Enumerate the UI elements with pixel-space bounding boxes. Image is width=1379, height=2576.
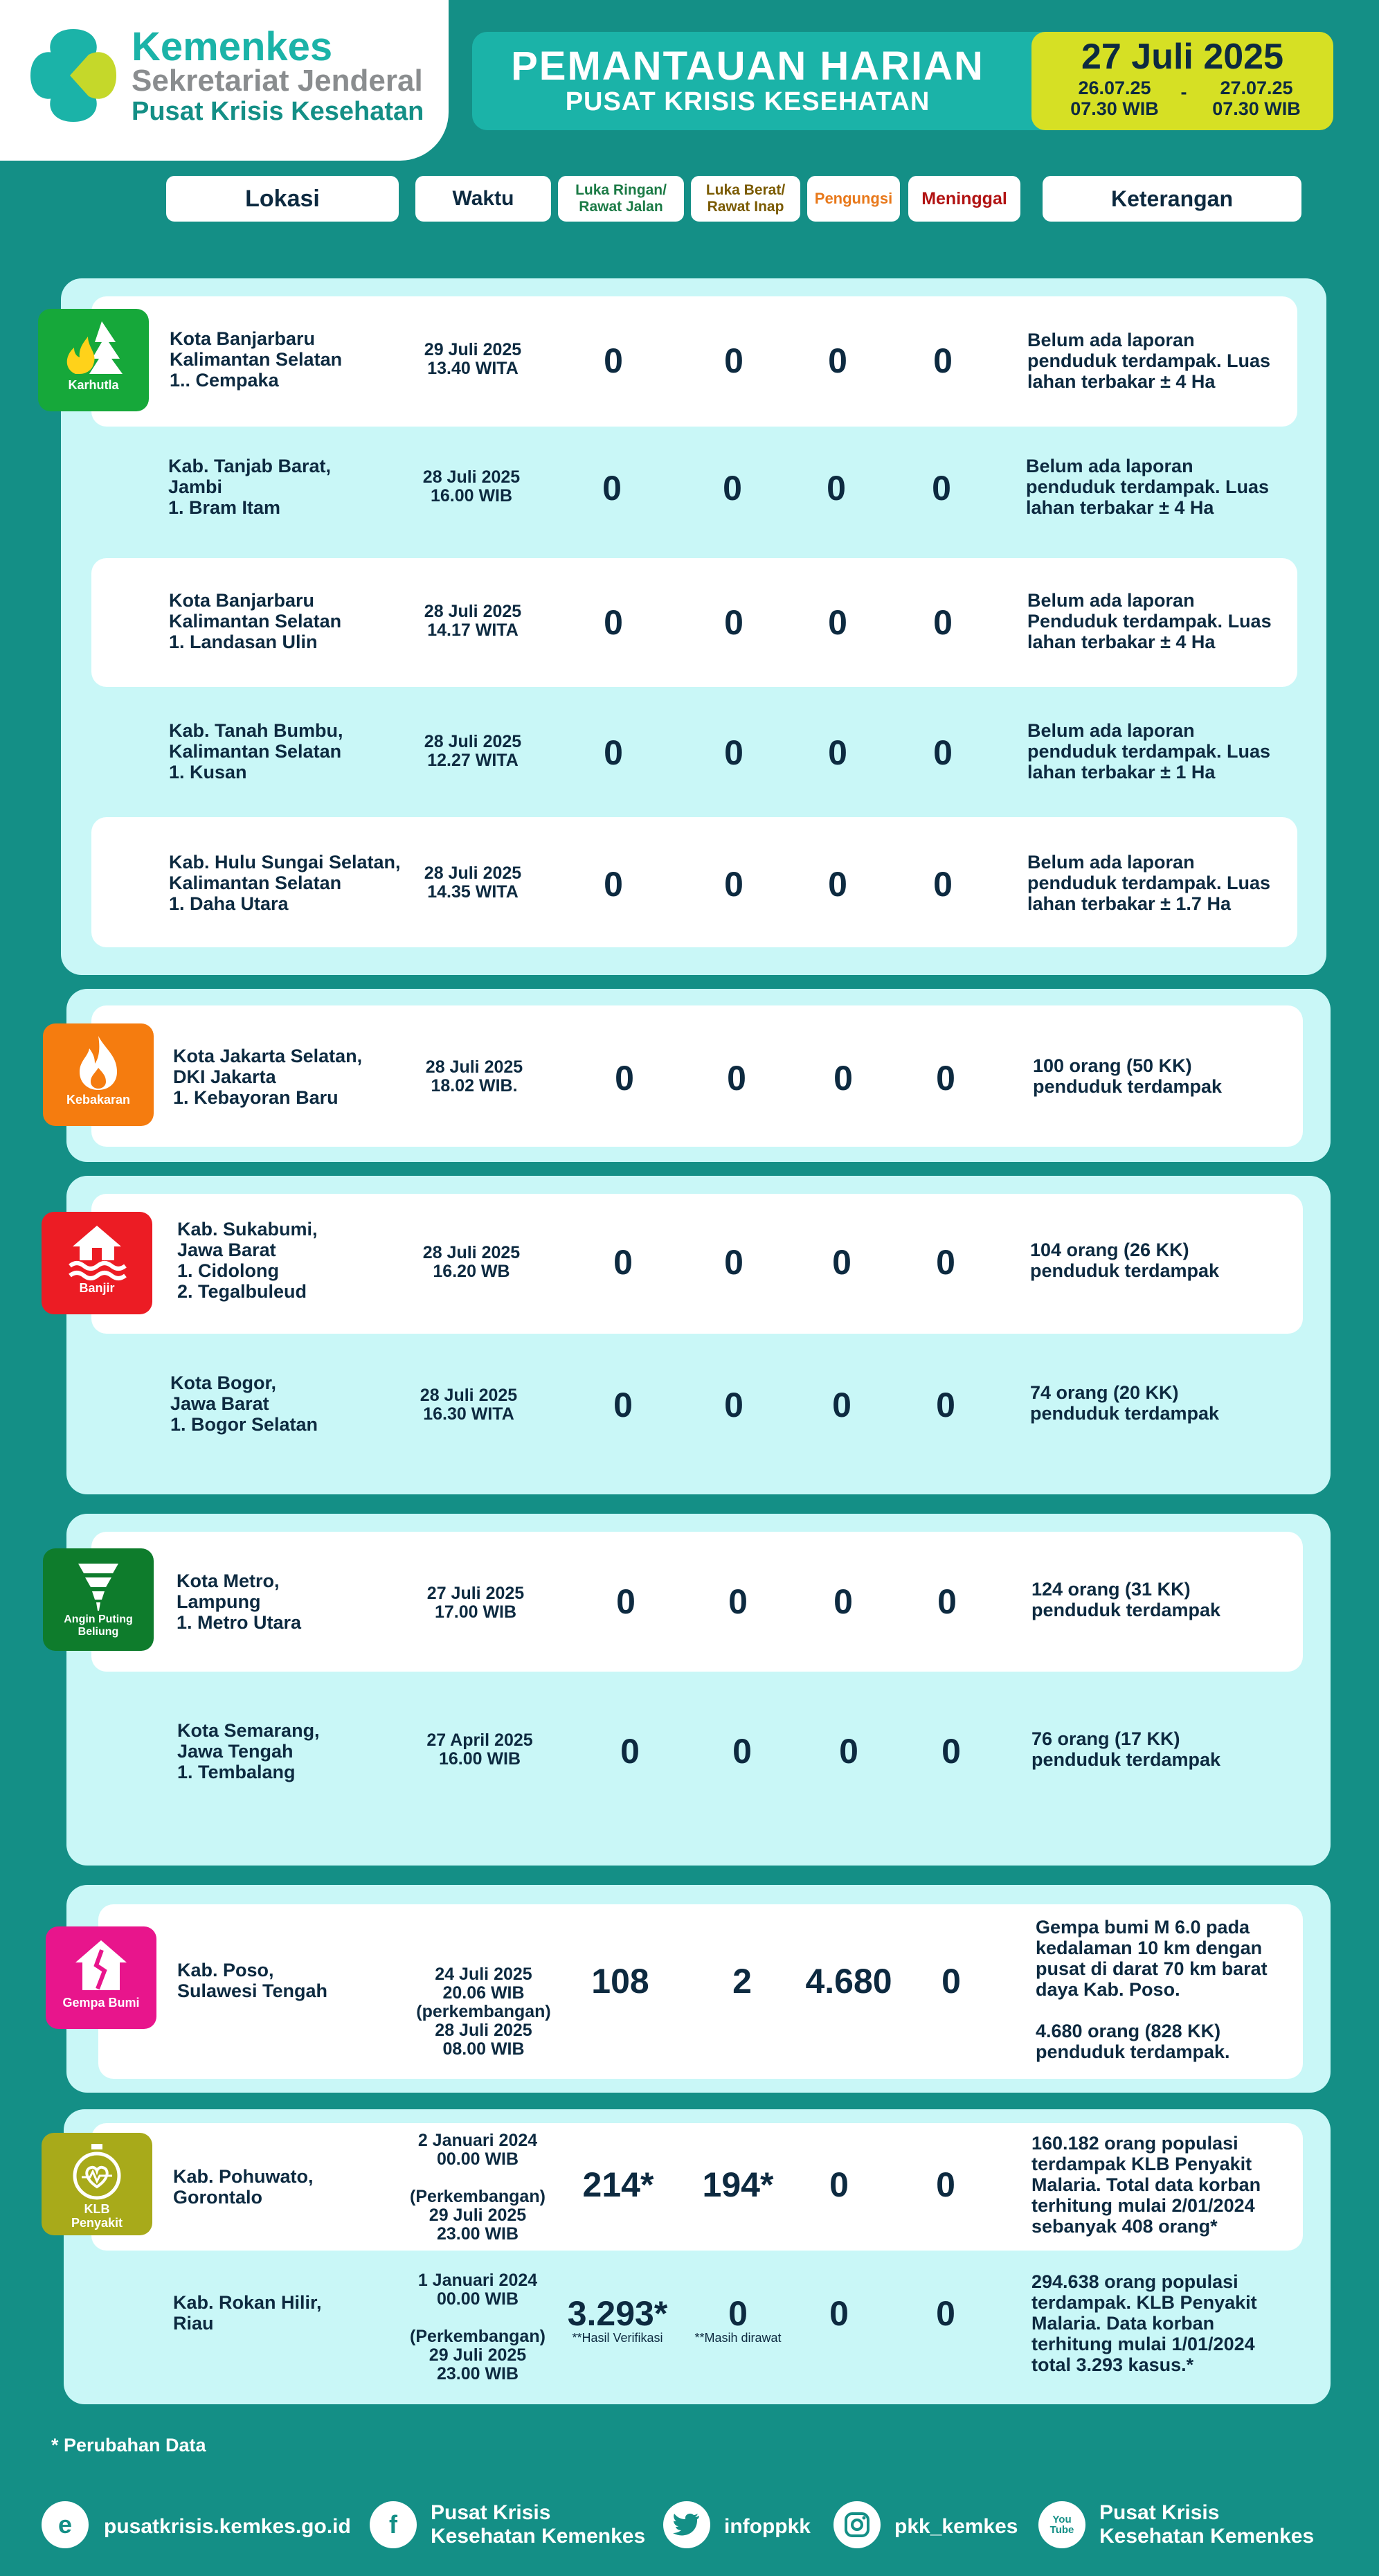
youtube-icon[interactable]: You Tube — [1038, 2501, 1085, 2548]
report-date: 27 Juli 2025 — [1081, 37, 1283, 77]
earthquake-house-icon — [71, 1936, 131, 1996]
event-meninggal: 0 — [936, 2294, 955, 2333]
tornado-icon — [74, 1558, 123, 1613]
event-lokasi: Kab. Hulu Sungai Selatan, Kalimantan Selatan 1. Daha Utara — [169, 852, 401, 914]
event-luka-berat: 0 — [728, 2294, 748, 2333]
kemenkes-logo-icon — [25, 24, 122, 127]
event-waktu: 29 Juli 2025 13.40 WITA — [424, 340, 522, 378]
column-header-lokasi: Lokasi — [166, 176, 399, 222]
event-pengungsi: 0 — [832, 1243, 851, 1282]
category-label: Kebakaran — [66, 1093, 131, 1107]
event-pengungsi: 0 — [828, 603, 847, 642]
event-luka-berat: 0 — [724, 603, 743, 642]
category-label: KLB Penyakit — [71, 2202, 123, 2230]
event-keterangan: Belum ada laporan penduduk terdampak. Luas lahan terbakar ± 4 Ha — [1027, 330, 1271, 392]
flood-house-icon — [67, 1222, 127, 1281]
event-luka-berat: 0 — [727, 1059, 746, 1098]
event-luka-berat: 0 — [723, 469, 742, 508]
event-keterangan: Belum ada laporan penduduk terdampak. Luas lahan terbakar ± 1.7 Ha — [1027, 852, 1271, 914]
event-waktu: 24 Juli 2025 20.06 WIB (perkembangan) 28 Juli 2025 08.00 WIB — [416, 1965, 551, 2059]
event-keterangan: Gempa bumi M 6.0 pada kedalaman 10 km dengan pusat di darat 70 km barat daya Kab. Poso. 4.680 orang (828 KK) penduduk terdampak. — [1036, 1917, 1268, 2062]
event-lokasi: Kota Banjarbaru Kalimantan Selatan 1. Landasan Ulin — [169, 590, 342, 652]
event-lokasi: Kota Jakarta Selatan, DKI Jakarta 1. Kebayoran Baru — [173, 1046, 363, 1108]
org-line-2: Pusat Krisis Kesehatan — [132, 97, 424, 126]
event-waktu: 28 Juli 2025 18.02 WIB. — [425, 1057, 523, 1095]
category-label: Gempa Bumi — [62, 1996, 140, 2010]
event-luka-ringan: 0 — [604, 603, 623, 642]
column-header-luka-ringan: Luka Ringan/ Rawat Jalan — [558, 176, 684, 222]
event-luka-berat: 0 — [724, 733, 743, 772]
range-end: 27.07.25 07.30 WIB — [1212, 78, 1301, 119]
event-luka-ringan: 0 — [615, 1059, 634, 1098]
column-header-luka-berat: Luka Berat/ Rawat Inap — [691, 176, 800, 222]
fire-icon — [74, 1033, 123, 1093]
column-header-pengungsi: Pengungsi — [807, 176, 900, 222]
event-pengungsi: 0 — [828, 733, 847, 772]
category-label: Karhutla — [68, 378, 119, 392]
event-luka-ringan: 0 — [604, 341, 623, 380]
event-waktu: 28 Juli 2025 16.30 WITA — [420, 1386, 518, 1424]
event-meninggal: 0 — [933, 733, 953, 772]
event-luka-ringan: 0 — [613, 1243, 633, 1282]
event-luka-ringan: 3.293* — [567, 2294, 668, 2333]
event-luka-ringan: 0 — [620, 1732, 640, 1771]
event-waktu: 2 Januari 2024 00.00 WIB (Perkembangan) 29 Juli 2025 23.00 WIB — [410, 2131, 546, 2244]
event-luka-ringan: 108 — [591, 1962, 649, 2001]
event-keterangan: 76 orang (17 KK) penduduk terdampak — [1031, 1728, 1221, 1770]
website-icon[interactable]: e — [42, 2501, 89, 2548]
event-waktu: 28 Juli 2025 16.20 WB — [422, 1243, 521, 1281]
category-badge-karhutla — [38, 309, 149, 411]
event-keterangan: 74 orang (20 KK) penduduk terdampak — [1030, 1382, 1220, 1424]
event-lokasi: Kab. Poso, Sulawesi Tengah — [177, 1960, 328, 2001]
twitter-icon[interactable] — [663, 2501, 710, 2548]
footer-twitter[interactable]: infoppkk — [724, 2515, 811, 2538]
event-pengungsi: 0 — [829, 2165, 849, 2204]
event-lokasi: Kab. Tanjab Barat, Jambi 1. Bram Itam — [168, 456, 332, 518]
event-luka-ringan: 0 — [604, 865, 623, 904]
event-luka-ringan: 0 — [616, 1582, 636, 1621]
event-lokasi: Kota Metro, Lampung 1. Metro Utara — [177, 1571, 302, 1633]
event-luka-berat: 2 — [732, 1962, 752, 2001]
event-luka-berat: 0 — [724, 1243, 743, 1282]
event-meninggal: 0 — [937, 1582, 957, 1621]
event-waktu: 1 Januari 2024 00.00 WIB (Perkembangan) 29 Juli 2025 23.00 WIB — [410, 2271, 546, 2383]
category-badge-angin — [43, 1548, 154, 1651]
column-header-waktu: Waktu — [415, 176, 551, 222]
event-waktu: 28 Juli 2025 14.17 WITA — [424, 602, 522, 640]
footer-instagram[interactable]: pkk_kemkes — [894, 2515, 1018, 2538]
event-meninggal: 0 — [933, 865, 953, 904]
page-title: PEMANTAUAN HARIAN — [511, 44, 984, 89]
event-pengungsi: 0 — [833, 1059, 853, 1098]
instagram-icon[interactable] — [833, 2501, 881, 2548]
range-start: 26.07.25 07.30 WIB — [1070, 78, 1159, 119]
event-luka-berat: 0 — [728, 1582, 748, 1621]
event-meninggal: 0 — [941, 1962, 961, 2001]
event-pengungsi: 0 — [832, 1386, 851, 1424]
event-luka-ringan: 0 — [602, 469, 622, 508]
category-badge-klb — [42, 2133, 152, 2235]
org-line-1: Sekretariat Jenderal — [132, 64, 423, 98]
event-keterangan: 100 orang (50 KK) penduduk terdampak — [1033, 1055, 1223, 1097]
category-badge-kebakaran — [43, 1023, 154, 1126]
facebook-icon[interactable]: f — [370, 2501, 417, 2548]
column-header-keterangan: Keterangan — [1043, 176, 1301, 222]
event-pengungsi: 0 — [829, 2294, 849, 2333]
event-meninggal: 0 — [932, 469, 951, 508]
category-badge-banjir — [42, 1212, 152, 1314]
event-lokasi: Kab. Sukabumi, Jawa Barat 1. Cidolong 2. Tegalbuleud — [177, 1219, 318, 1302]
event-meninggal: 0 — [936, 1243, 955, 1282]
event-meninggal: 0 — [933, 603, 953, 642]
range-separator: - — [1180, 82, 1187, 102]
event-keterangan: 160.182 orang populasi terdampak KLB Penyakit Malaria. Total data korban terhitung mulai 2/01/2024 sebanyak 408 orang* — [1031, 2133, 1261, 2237]
event-luka-berat: 0 — [724, 865, 743, 904]
event-lokasi: Kab. Rokan Hilir, Riau — [173, 2292, 322, 2334]
event-pengungsi: 0 — [839, 1732, 858, 1771]
event-keterangan: Belum ada laporan penduduk terdampak. Luas lahan terbakar ± 4 Ha — [1026, 456, 1270, 518]
event-luka-ringan: 214* — [582, 2165, 654, 2204]
event-waktu: 27 Juli 2025 17.00 WIB — [426, 1584, 525, 1622]
event-meninggal: 0 — [941, 1732, 961, 1771]
event-waktu: 27 April 2025 16.00 WIB — [426, 1730, 533, 1769]
event-luka-ringan: 0 — [613, 1386, 633, 1424]
event-luka-berat: 0 — [732, 1732, 752, 1771]
page-subtitle: PUSAT KRISIS KESEHATAN — [565, 87, 930, 116]
event-meninggal: 0 — [936, 1386, 955, 1424]
event-meninggal: 0 — [936, 1059, 955, 1098]
event-pengungsi: 4.680 — [805, 1962, 892, 2001]
event-lokasi: Kota Semarang, Jawa Tengah 1. Tembalang — [177, 1720, 320, 1782]
event-keterangan: 104 orang (26 KK) penduduk terdampak — [1030, 1240, 1220, 1281]
event-pengungsi: 0 — [833, 1582, 853, 1621]
event-meninggal: 0 — [936, 2165, 955, 2204]
footnote: * Perubahan Data — [51, 2435, 206, 2456]
event-meninggal: 0 — [933, 341, 953, 380]
event-waktu: 28 Juli 2025 14.35 WITA — [424, 864, 522, 902]
event-pengungsi: 0 — [828, 341, 847, 380]
event-lokasi: Kota Banjarbaru Kalimantan Selatan 1.. Cempaka — [170, 328, 343, 391]
footer-website[interactable]: pusatkrisis.kemkes.go.id — [104, 2515, 351, 2538]
event-luka-berat: 194* — [702, 2165, 774, 2204]
column-header-meninggal: Meninggal — [908, 176, 1020, 222]
event-pengungsi: 0 — [827, 469, 846, 508]
luka-berat-note: **Masih dirawat — [694, 2331, 782, 2345]
event-luka-berat: 0 — [724, 341, 743, 380]
event-lokasi: Kab. Pohuwato, Gorontalo — [173, 2166, 314, 2208]
event-keterangan: 294.638 orang populasi terdampak. KLB Penyakit Malaria. Data korban terhitung mulai 1/01/2024 total 3.293 kasus.* — [1031, 2271, 1257, 2375]
event-pengungsi: 0 — [828, 865, 847, 904]
category-label: Angin Puting Beliung — [64, 1613, 133, 1638]
brand-name: Kemenkes — [132, 24, 333, 69]
stopwatch-heart-icon — [69, 2143, 125, 2202]
category-label: Banjir — [79, 1281, 115, 1295]
footer-facebook[interactable]: Pusat Krisis Kesehatan Kemenkes — [431, 2501, 646, 2548]
event-waktu: 28 Juli 2025 16.00 WIB — [422, 467, 521, 506]
event-keterangan: Belum ada laporan penduduk terdampak. Luas lahan terbakar ± 1 Ha — [1027, 720, 1271, 782]
footer-youtube[interactable]: Pusat Krisis Kesehatan Kemenkes — [1099, 2501, 1315, 2548]
event-keterangan: Belum ada laporan Penduduk terdampak. Luas lahan terbakar ± 4 Ha — [1027, 590, 1272, 652]
forest-fire-icon — [59, 319, 128, 378]
event-keterangan: 124 orang (31 KK) penduduk terdampak — [1031, 1579, 1221, 1620]
event-luka-ringan: 0 — [604, 733, 623, 772]
event-luka-berat: 0 — [724, 1386, 743, 1424]
event-waktu: 28 Juli 2025 12.27 WITA — [424, 732, 522, 770]
event-lokasi: Kota Bogor, Jawa Barat 1. Bogor Selatan — [170, 1372, 318, 1435]
event-lokasi: Kab. Tanah Bumbu, Kalimantan Selatan 1. Kusan — [169, 720, 343, 782]
luka-ringan-note: **Hasil Verifikasi — [572, 2331, 663, 2345]
category-badge-gempa — [46, 1926, 156, 2029]
